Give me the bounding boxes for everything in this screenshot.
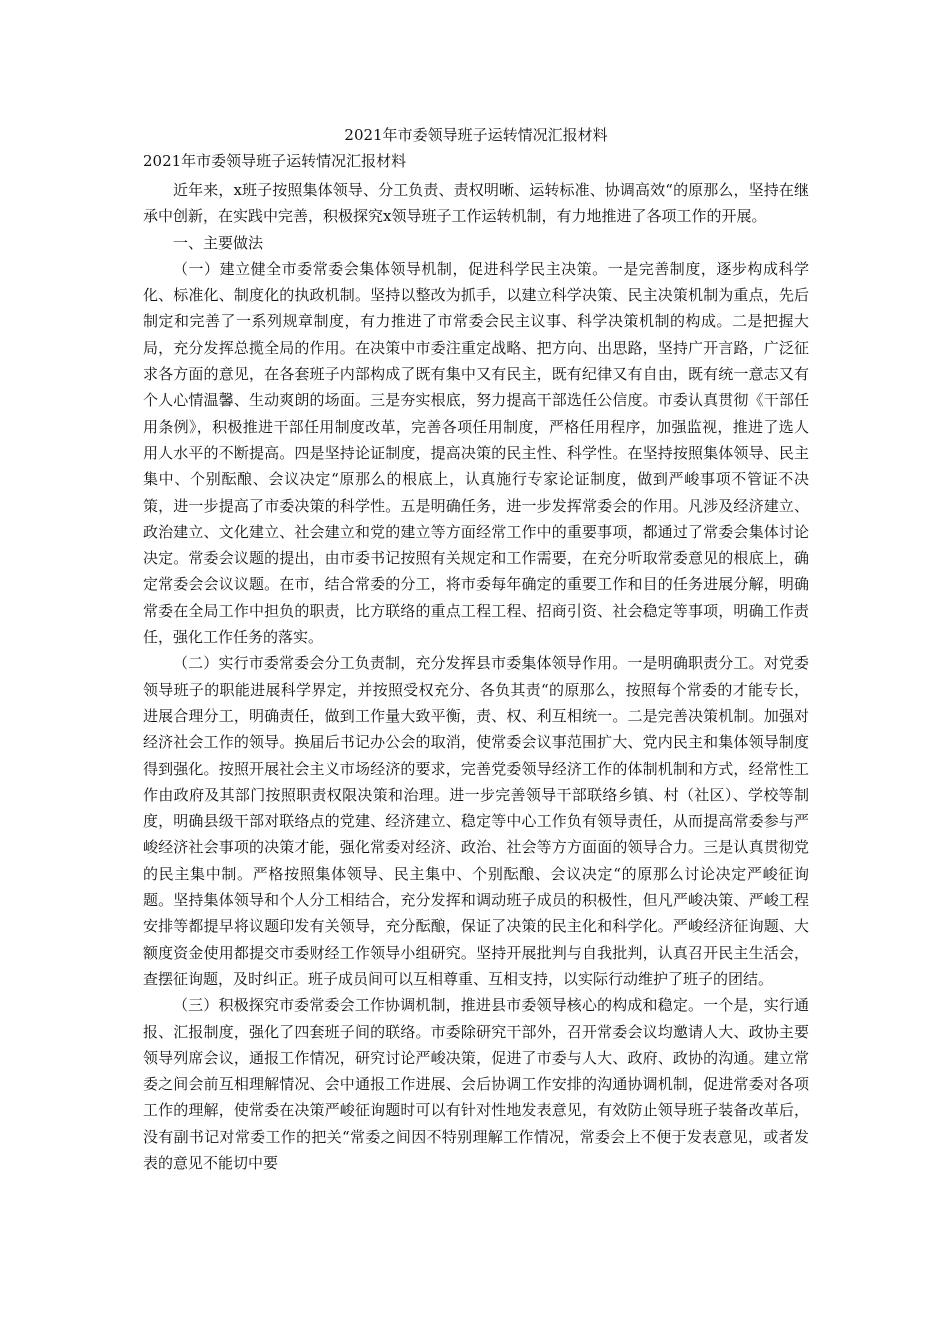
paragraph-section-3: （三）积极探究市委常委会工作协调机制，推进县市委领导核心的构成和稳定。一个是，实行通报、汇报制度，强化了四套班子间的联络。市委除研究干部外，召开常委会议均邀请人大、政协主要领导列席会议，通报工作情况，研究讨论严峻决策，促进了市委与人大、政府、政协的沟通。建立常委之间会前互相理解情况、会中通报工作进展、会后协调工作安排的沟通协调机制，促进常委对各项工作的理解，使常委在决策严峻征询题时可以有针对性地发表意见，有效防止领导班子装备改革后，没有副书记对常委工作的把关“常委之间因不特别理解工作情况，常委会上不便于发表意见，或者发表的意见不能切中要 (143, 996, 809, 1172)
section-heading-main-practices: 一、主要做法 (173, 233, 264, 252)
paragraph-section-2: （二）实行市委常委会分工负责制，充分发挥县市委集体领导作用。一是明确职责分工。对党委领导班子的职能进展科学界定，并按照受权充分、各负其责“的原那么，按照每个常委的才能专长，进展合理分工，明确责任，做到工作量大致平衡，责、权、利互相统一。二是完善决策机制。加强对经济社会工作的领导。换届后书记办公会的取消，使常委会议事范围扩大、党内民主和集体领导制度得到强化。按照开展社会主义市场经济的要求，完善党委领导经济工作的体制机制和方式，经常性工作由政府及其部门按照职责权限决策和治理。进一步完善领导干部联络乡镇、村（社区）、学校等制度，明确县级干部对联络点的党建、经济建立、稳定等中心工作负有领导责任，从而提高常委参与严峻经济社会事项的决策才能，强化常委对经济、政治、社会等方方面面的领导合力。三是认真贯彻党的民主集中制。严格按照集体领导、民主集中、个别酝酿、会议决定“的原那么讨论决定严峻征询题。坚持集体领导和个人分工相结合，充分发挥和调动班子成员的积极性，但凡严峻决策、严峻工程安排等都提早将议题印发有关领导，充分酝酿，保证了决策的民主化和科学化。严峻经济征询题、大额度资金使用都提交市委财经工作领导小组研究。坚持开展批判与自我批判，认真召开民主生活会，查摆征询题，及时纠正。班子成员间可以互相尊重、互相支持，以实际行动维护了班子的团结。 (143, 654, 809, 988)
document-subtitle: 2021年市委领导班子运转情况汇报材料 (143, 152, 407, 170)
paragraph-intro: 近年来，x班子按照集体领导、分工负责、责权明晰、运转标准、协调高效“的原那么，坚持在继承中创新，在实践中完善，积极探究x领导班子工作运转机制，有力地推进了各项工作的开展。 (143, 181, 809, 226)
document-title: 2021年市委领导班子运转情况汇报材料 (344, 126, 608, 144)
paragraph-section-1: （一）建立健全市委常委会集体领导机制，促进科学民主决策。一是完善制度，逐步构成科学化、标准化、制度化的执政机制。坚持以整改为抓手，以建立科学决策、民主决策机制为重点，先后制定和完善了一系列规章制度，有力推进了市常委会民主议事、科学决策机制的构成。二是把握大局，充分发挥总揽全局的作用。在决策中市委注重定战略、把方向、出思路，坚持广开言路，广泛征求各方面的意见，在各套班子内部构成了既有集中又有民主，既有纪律又有自由，既有统一意志又有个人心情温馨、生动爽朗的场面。三是夯实根底，努力提高干部选任公信度。市委认真贯彻《干部任用条例》，积极推进干部任用制度改革，完善各项任用制度，严格任用程序，加强监视，推进了选人用人水平的不断提高。四是坚持论证制度，提高决策的民主性、科学性。在坚持按照集体领导、民主集中、个别酝酿、会议决定“原那么的根底上，认真施行专家论证制度，做到严峻事项不管证不决策，进一步提高了市委决策的科学性。五是明确任务，进一步发挥常委会的作用。凡涉及经济建立、政治建立、文化建立、社会建立和党的建立等方面经常工作中的重要事项，都通过了常委会集体讨论决定。常委会议题的提出，由市委书记按照有关规定和工作需要，在充分听取常委意见的根底上，确定常委会会议议题。在市，结合常委的分工，将市委每年确定的重要工作和目的任务进展分解，明确常委在全局工作中担负的职责，比方联络的重点工程工程、招商引资、社会稳定等事项，明确工作责任，强化工作任务的落实。 (143, 259, 809, 647)
document-page (143, 126, 809, 1176)
